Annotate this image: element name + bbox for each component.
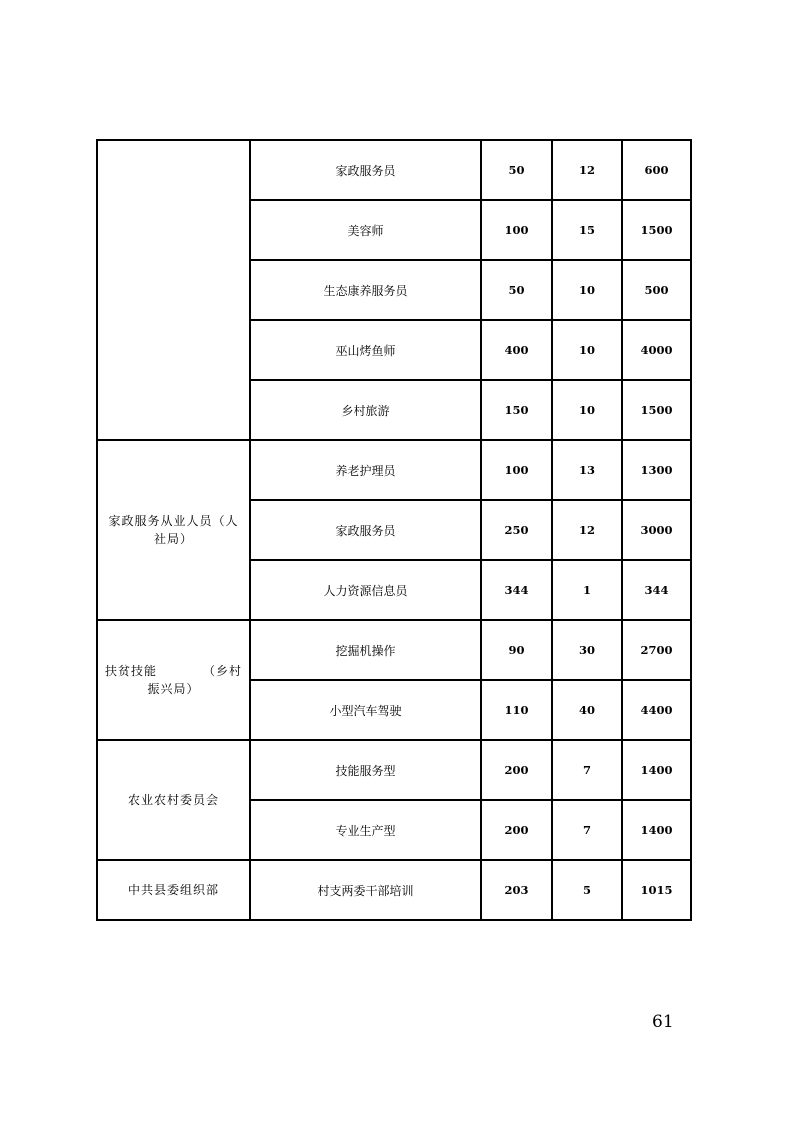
count-cell: 400 xyxy=(481,320,552,380)
group-label-cell: 农业农村委员会 xyxy=(97,740,250,860)
total-cell: 344 xyxy=(622,560,691,620)
item-cell: 挖掘机操作 xyxy=(250,620,481,680)
item-cell: 养老护理员 xyxy=(250,440,481,500)
count-cell: 200 xyxy=(481,800,552,860)
item-cell: 巫山烤鱼师 xyxy=(250,320,481,380)
item-cell: 技能服务型 xyxy=(250,740,481,800)
count-cell: 50 xyxy=(481,140,552,200)
count-cell: 90 xyxy=(481,620,552,680)
table-row xyxy=(97,140,691,200)
item-cell: 人力资源信息员 xyxy=(250,560,481,620)
table-row xyxy=(97,740,691,800)
days-cell: 13 xyxy=(552,440,622,500)
days-cell: 10 xyxy=(552,260,622,320)
days-cell: 1 xyxy=(552,560,622,620)
total-cell: 600 xyxy=(622,140,691,200)
days-cell: 15 xyxy=(552,200,622,260)
count-cell: 50 xyxy=(481,260,552,320)
total-cell: 1400 xyxy=(622,800,691,860)
group-label-cell xyxy=(97,140,250,440)
count-cell: 200 xyxy=(481,740,552,800)
count-cell: 150 xyxy=(481,380,552,440)
page-number: 61 xyxy=(652,1012,674,1032)
count-cell: 110 xyxy=(481,680,552,740)
total-cell: 1500 xyxy=(622,200,691,260)
total-cell: 1015 xyxy=(622,860,691,920)
days-cell: 12 xyxy=(552,140,622,200)
count-cell: 100 xyxy=(481,440,552,500)
total-cell: 4000 xyxy=(622,320,691,380)
table-row xyxy=(97,860,691,920)
total-cell: 1300 xyxy=(622,440,691,500)
item-cell: 乡村旅游 xyxy=(250,380,481,440)
total-cell: 1500 xyxy=(622,380,691,440)
table-row xyxy=(97,440,691,500)
item-cell: 美容师 xyxy=(250,200,481,260)
days-cell: 5 xyxy=(552,860,622,920)
group-label-cell: 扶贫技能 （乡村振兴局） xyxy=(97,620,250,740)
total-cell: 4400 xyxy=(622,680,691,740)
item-cell: 生态康养服务员 xyxy=(250,260,481,320)
days-cell: 10 xyxy=(552,380,622,440)
item-cell: 专业生产型 xyxy=(250,800,481,860)
total-cell: 500 xyxy=(622,260,691,320)
group-label-cell: 家政服务从业人员（人社局） xyxy=(97,440,250,620)
table-row xyxy=(97,620,691,680)
days-cell: 40 xyxy=(552,680,622,740)
item-cell: 家政服务员 xyxy=(250,500,481,560)
count-cell: 344 xyxy=(481,560,552,620)
item-cell: 村支两委干部培训 xyxy=(250,860,481,920)
total-cell: 2700 xyxy=(622,620,691,680)
days-cell: 7 xyxy=(552,740,622,800)
count-cell: 100 xyxy=(481,200,552,260)
days-cell: 12 xyxy=(552,500,622,560)
count-cell: 250 xyxy=(481,500,552,560)
count-cell: 203 xyxy=(481,860,552,920)
item-cell: 小型汽车驾驶 xyxy=(250,680,481,740)
days-cell: 30 xyxy=(552,620,622,680)
total-cell: 3000 xyxy=(622,500,691,560)
item-cell: 家政服务员 xyxy=(250,140,481,200)
days-cell: 7 xyxy=(552,800,622,860)
training-table xyxy=(96,139,692,921)
group-label-cell: 中共县委组织部 xyxy=(97,860,250,920)
total-cell: 1400 xyxy=(622,740,691,800)
days-cell: 10 xyxy=(552,320,622,380)
